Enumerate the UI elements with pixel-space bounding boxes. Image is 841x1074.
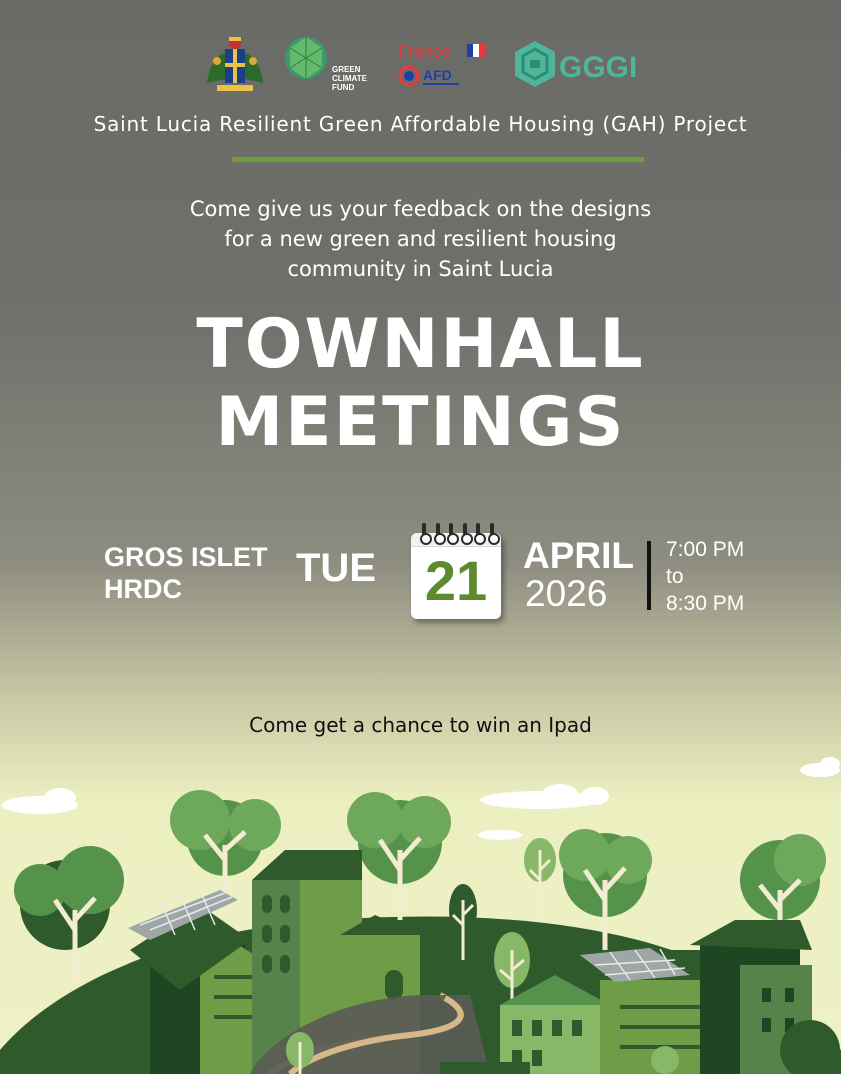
village-illustration bbox=[0, 750, 841, 1074]
calendar-ring bbox=[461, 523, 469, 543]
intro-text bbox=[0, 194, 841, 284]
time-divider bbox=[647, 541, 651, 610]
time-connector: to bbox=[666, 565, 684, 588]
svg-text:AFD: AFD bbox=[423, 67, 452, 83]
svg-text:France: France bbox=[398, 42, 451, 61]
partner-logos bbox=[0, 32, 841, 94]
title-divider bbox=[232, 157, 644, 162]
calendar-rings bbox=[420, 523, 496, 545]
headline-line-2: MEETINGS bbox=[215, 383, 626, 462]
time-start: 7:00 PM bbox=[666, 538, 745, 561]
calendar-icon bbox=[411, 523, 503, 621]
calendar-ring bbox=[488, 523, 496, 543]
calendar-ring bbox=[474, 523, 482, 543]
headline-line-1: TOWNHALL bbox=[196, 305, 645, 384]
svg-text:GGGI: GGGI bbox=[559, 51, 638, 84]
svg-text:CLIMATE: CLIMATE bbox=[332, 74, 367, 83]
prize-text: Come get a chance to win an Ipad bbox=[249, 713, 592, 737]
saint-lucia-coat-of-arms bbox=[203, 35, 267, 95]
time-end: 8:30 PM bbox=[666, 592, 745, 615]
svg-text:FUND: FUND bbox=[332, 83, 355, 92]
event-location bbox=[104, 541, 268, 605]
calendar-ring bbox=[420, 523, 428, 543]
event-year: 2026 bbox=[525, 573, 608, 614]
location-line-1: GROS ISLET bbox=[104, 542, 268, 572]
gggi-logo bbox=[513, 39, 641, 89]
calendar-ring bbox=[447, 523, 455, 543]
intro-line: for a new green and resilient housing bbox=[224, 227, 617, 251]
intro-line: Come give us your feedback on the designs bbox=[189, 197, 652, 221]
headline bbox=[0, 306, 841, 462]
event-weekday: TUE bbox=[296, 546, 376, 590]
green-climate-fund-logo bbox=[284, 36, 376, 94]
project-title: Saint Lucia Resilient Green Affordable Housing (GAH) Project bbox=[93, 112, 748, 136]
location-line-2: HRDC bbox=[104, 574, 182, 604]
event-day: 21 bbox=[424, 549, 488, 612]
calendar-ring bbox=[434, 523, 442, 543]
intro-line: community in Saint Lucia bbox=[287, 257, 554, 281]
france-afd-logo bbox=[397, 40, 495, 90]
svg-text:GREEN: GREEN bbox=[332, 65, 361, 74]
event-times bbox=[666, 536, 744, 617]
event-month: APRIL bbox=[523, 535, 634, 576]
